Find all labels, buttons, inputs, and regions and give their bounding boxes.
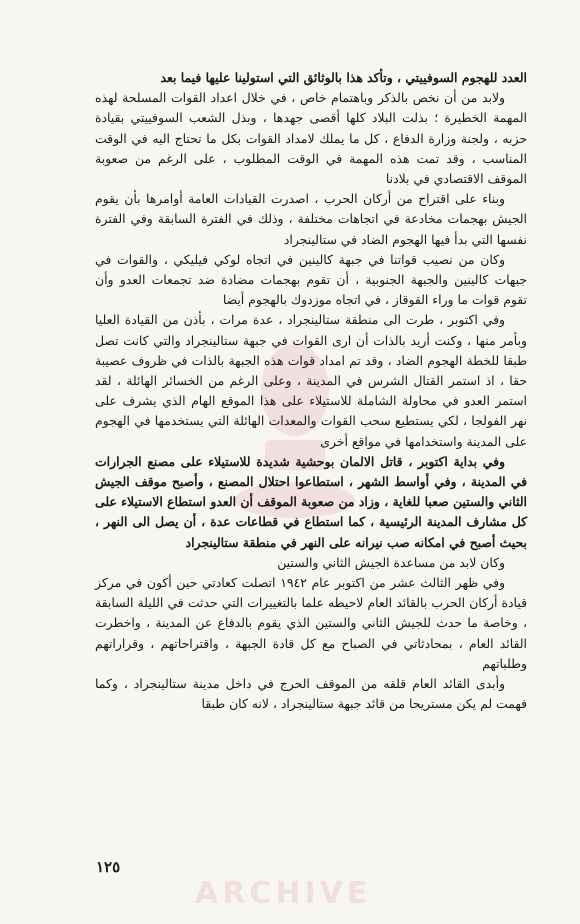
- paragraph-7: وكان لابد من مساعدة الجيش الثاني والستين: [277, 554, 505, 570]
- body-text: [95, 68, 527, 715]
- paragraph-5: وفي اكتوبر ، طرت الى منطقة ستالينجراد ، عدة مرات ، بأذن من القيادة العليا وبأمر منها ، وكنت أريد بالذات أن ارى القوات في جبهة ستالينجراد والتي كانت تصل طبقا للخطة الهجوم الضاد ، وقد تم امداد قوات هذه الجبهة بالذات في ظروف عصيبة حقا ، اذ استمر القتال الشرس في المدينة ، وعلى الرغم من الخسائر الهائلة ، لقد استمر العدو في محاولة الشاملة للاستيلاء على هذا الموقع الهام الذي يشرف على نهر الفولجا ، لكي يستطيع سحب القوات والمعدات الهائلة التي يستخدمها في الهجوم على المدينة واستخدامها في مواقع أخرى: [95, 312, 527, 449]
- paragraph-6: وفي بداية اكتوبر ، قاتل الالمان بوحشية شديدة للاستيلاء على مصنع الجرارات في المدينة ، وفي أواسط الشهر ، استطاعوا احتلال المصنع ، وأصبح موقف الجيش الثاني والستين صعبا للغاية ، وزاد من صعوبة الموقف أن العدو استطاع الاستيلاء على كل مشارف المدينة الرئيسية ، كما استطاع في قطاعات عدة ، أن يصل الى النهر ، بحيث أصبح في امكانه صب نيرانه على النهر في منطقة ستالينجراد: [95, 453, 527, 550]
- paragraph-4: وكان من نصيب قواتنا في جبهة كالينين في اتجاه لوكي فيليكي ، والقوات في جبهات كالينين والجبهة الجنوبية ، أن تقوم بهجمات مضادة ضد تجمعات العدو وأن تقوم قوات ما وراء القوقاز ، في اتجاه موزدوك بالهجوم أيضا: [95, 251, 527, 308]
- paragraph-1: العدد للهجوم السوفييتي ، وتأكد هذا بالوثائق التي استولينا عليها فيما بعد: [160, 70, 527, 85]
- paragraph-3: وبناء على اقتراح من أركان الحرب ، اصدرت القيادات العامة أوامرها بأن يقوم الجيش بهجمات مخادعة في اتجاهات مختلفة ، وذلك في الفترة السابقة وفي الفترة نفسها التي بدأ فيها الهجوم الضاد في ستالينجراد: [95, 191, 527, 247]
- paragraph-8: وفي ظهر الثالث عشر من اكتوبر عام ١٩٤٢ اتصلت كعادتي حين أكون في مركز قيادة أركان الحرب بالقائد العام لاحيطه علما بالتغييرات التي حدثت في الليلة السابقة ، وخاصة ما حدث للجيش الثاني والستين الذي يقوم بالدفاع عن المدينة ، واخطرت القائد العام ، بمحادثاتي في الصباح مع كل قادة الجبهة ، واقتراحاتهم ، وقراراتهم وطلباتهم: [95, 575, 527, 671]
- page-number: ١٢٥: [96, 858, 121, 876]
- paragraph-2: ولابد من أن نخص بالذكر وباهتمام خاص ، في خلال اعداد القوات المسلحة لهذه المهمة الخطيرة ؛ بذلت البلاد كلها أقصى جهدها ، وبذل الشعب السوفييتي بقيادة حزبه ، ولجنة وزارة الدفاع ، كل ما يملك لامداد القوات بكل ما تحتاج اليه في الوقت المناسب ، وقد تمت هذه المهمة في الوقت المطلوب ، على الرغم من صعوبة الموقف الاقتصادي في بلادنا: [95, 90, 527, 187]
- paragraph-9: وأبدى القائد العام قلقه من الموقف الحرج في داخل مدينة ستالينجراد ، وكما فهمت لم يكن مستريحا من قائد جبهة ستالينجراد ، لانه كان طبقا: [95, 676, 527, 712]
- watermark-logo: ARCHIVE: [195, 876, 372, 911]
